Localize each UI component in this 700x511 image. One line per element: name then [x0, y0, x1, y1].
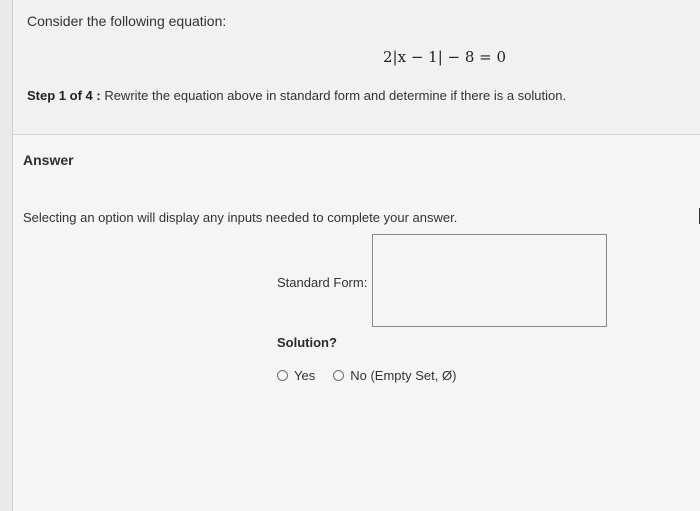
option-yes[interactable] — [277, 368, 315, 383]
radio-yes[interactable] — [277, 370, 288, 381]
option-no-label: No (Empty Set, Ø) — [350, 368, 457, 383]
equation: 2|x − 1| − 8 = 0 — [383, 48, 507, 66]
step-instruction — [27, 88, 566, 103]
question-prompt: Consider the following equation: — [27, 13, 227, 29]
standard-form-input[interactable] — [372, 234, 607, 327]
radio-no[interactable] — [333, 370, 344, 381]
question-panel — [12, 0, 700, 511]
step-label: Step 1 of 4 : — [27, 88, 101, 103]
step-text: Rewrite the equation above in standard form and determine if there is a solution. — [104, 88, 567, 103]
option-no-empty-set[interactable] — [333, 368, 456, 383]
answer-instructions: Selecting an option will display any inputs needed to complete your answer. — [23, 210, 458, 225]
answer-section — [13, 135, 700, 511]
answer-heading: Answer — [23, 152, 74, 168]
option-yes-label: Yes — [294, 368, 316, 383]
solution-options — [277, 368, 474, 383]
solution-label: Solution? — [277, 335, 337, 350]
standard-form-label: Standard Form: — [277, 275, 368, 290]
